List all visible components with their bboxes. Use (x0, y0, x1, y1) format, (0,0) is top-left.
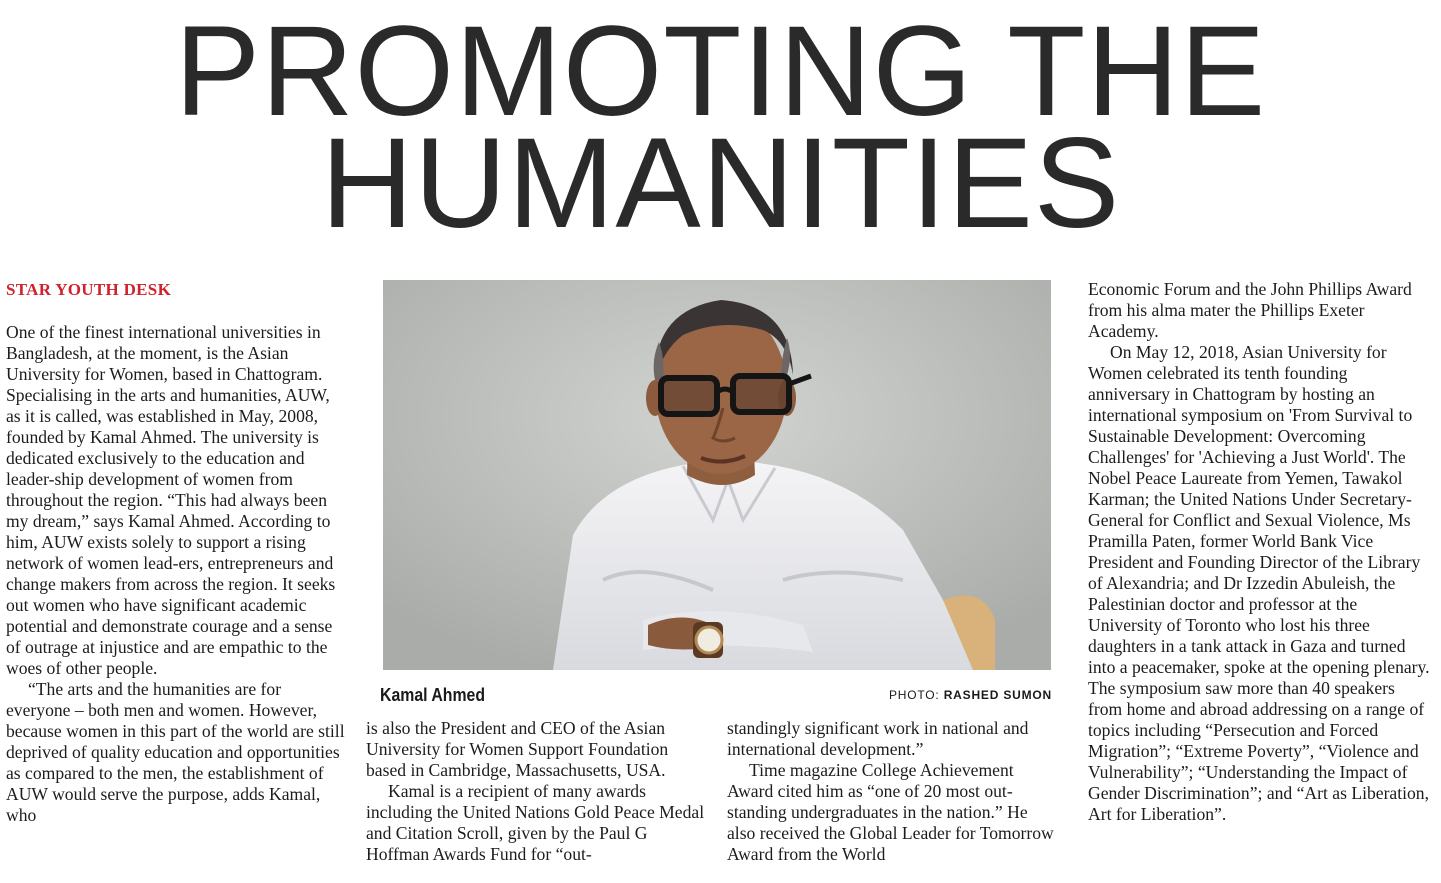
col1-paragraph-2: “The arts and the humanities are for everyone – both men and women. However, because women in this part of the world are still deprived of quality education and opportunities as compared to the men, the establishment of AUW would serve the purpose, adds Kamal, who (6, 679, 345, 825)
photo-caption-name: Kamal Ahmed (380, 685, 486, 705)
photo-credit-label: PHOTO: (888, 688, 940, 702)
col2-paragraph-1: is also the President and CEO of the Asian University for Women Support Foundation based in Cambridge, Massachusetts, USA. (366, 718, 669, 780)
photo-credit-name: RASHED SUMON (943, 688, 1052, 702)
column-1 (6, 322, 348, 826)
byline: STAR YOUTH DESK (6, 280, 172, 299)
col3-paragraph-1: standingly significant work in national and international development.” (727, 718, 1029, 759)
column-4 (1088, 279, 1433, 825)
col3-paragraph-2: Time magazine College Achievement Award cited him as “one of 20 most out-standing undergraduates in the nation.” He also received the Global Leader for Tomorrow Award from the World (727, 760, 1054, 864)
col2-paragraph-2: Kamal is a recipient of many awards including the United Nations Gold Peace Medal and Citation Scroll, given by the Paul G Hoffman Awards Fund for “out- (366, 781, 705, 864)
headline-line-1: PROMOTING THE (174, 0, 1267, 143)
col4-paragraph-2: On May 12, 2018, Asian University for Women celebrated its tenth founding anniversary in Chattogram by hosting an international symposium on 'From Survival to Sustainable Development: Overcoming Challenges' for 'Achieving a Just World'. The Nobel Peace Laureate from Yemen, Tawakol Karman; the United Nations Under Secretary-General for Conflict and Sexual Violence, Ms Pramilla Paten, former World Bank Vice President and Founding Director of the Library of Alexandria; and Dr Izzedin Abuleish, the Palestinian doctor and professor at the University of Toronto who lost his three daughters in a tank attack in Gaza and turned into a peacemaker, spoke at the opening plenary. The symposium saw more than 40 speakers from home and abroad addressing on a range of topics including “Persecution and Forced Migration”; “Extreme Poverty”, “Violence and Vulnerability”; “Understanding the Impact of Gender Discrimination”; and “Art as Liberation, Art for Liberation”. (1088, 342, 1430, 824)
portrait-photo (383, 280, 1051, 670)
portrait-illustration (383, 280, 1051, 670)
column-3 (727, 718, 1057, 865)
column-2 (366, 718, 708, 865)
col4-paragraph-1: Economic Forum and the John Phillips Award from his alma mater the Phillips Exeter Academy. (1088, 279, 1412, 341)
photo-credit (889, 688, 1052, 702)
headline-line-2: HUMANITIES (320, 112, 1121, 255)
col1-paragraph-1: One of the finest international universities in Bangladesh, at the moment, is the Asian University for Women, based in Chattogram. Specialising in the arts and humanities, AUW, as it is called, was established in May, 2008, founded by Kamal Ahmed. The university is dedicated exclusively to the education and leader-ship development of women from throughout the region. “This had always been my dream,” says Kamal Ahmed. According to him, AUW exists solely to support a rising network of women lead-ers, entrepreneurs and change makers from across the region. It seeks out women who have significant academic potential and demonstrate courage and a sense of outrage at injustice and are empathic to the woes of other people. (6, 322, 336, 678)
